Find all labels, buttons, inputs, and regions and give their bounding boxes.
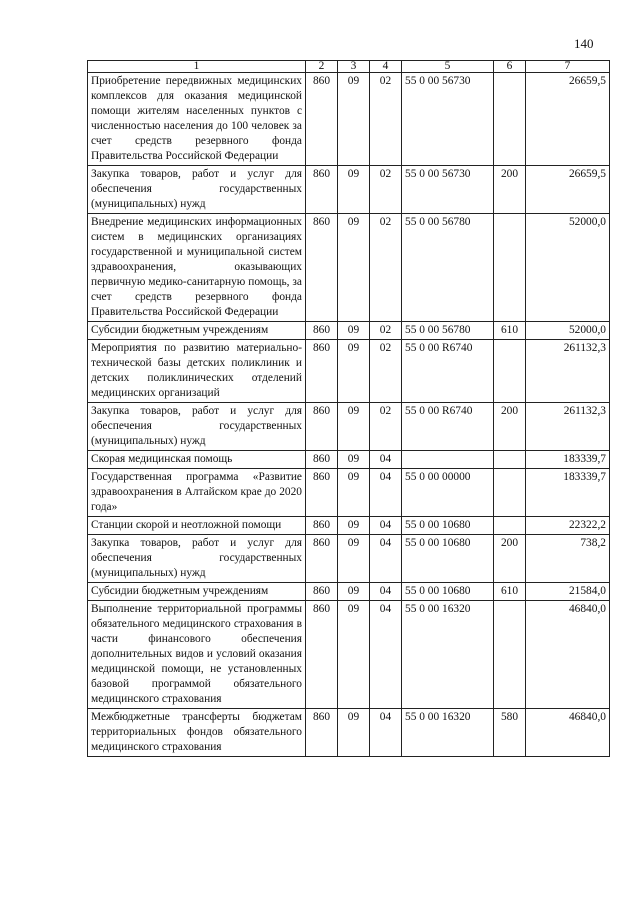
row-expense-type: 200 bbox=[494, 166, 526, 214]
header-col-2: 2 bbox=[306, 61, 338, 73]
row-ministry-code: 860 bbox=[306, 340, 338, 403]
table-row bbox=[88, 535, 610, 583]
row-name-cell: Скорая медицинская помощь bbox=[88, 451, 306, 469]
row-name-cell: Станции скорой и неотложной помощи bbox=[88, 517, 306, 535]
table-row bbox=[88, 709, 610, 757]
row-amount: 52000,0 bbox=[526, 214, 610, 322]
row-ministry-code: 860 bbox=[306, 583, 338, 601]
row-expense-type: 610 bbox=[494, 583, 526, 601]
row-name-cell: Межбюджетные трансферты бюджетам территориальных фондов обязательного медицинского страхования bbox=[88, 709, 306, 757]
row-section-code: 09 bbox=[338, 583, 370, 601]
row-expense-type: 610 bbox=[494, 322, 526, 340]
row-target-article: 55 0 00 R6740 bbox=[402, 403, 494, 451]
header-col-1: 1 bbox=[88, 61, 306, 73]
row-expense-type: 580 bbox=[494, 709, 526, 757]
row-ministry-code: 860 bbox=[306, 403, 338, 451]
row-subsection-code: 02 bbox=[370, 340, 402, 403]
row-target-article: 55 0 00 56780 bbox=[402, 322, 494, 340]
table-row bbox=[88, 601, 610, 709]
row-target-article: 55 0 00 56730 bbox=[402, 166, 494, 214]
table-row bbox=[88, 214, 610, 322]
budget-table bbox=[87, 60, 610, 757]
row-target-article: 55 0 00 R6740 bbox=[402, 340, 494, 403]
row-amount: 261132,3 bbox=[526, 340, 610, 403]
row-amount: 183339,7 bbox=[526, 469, 610, 517]
header-col-7: 7 bbox=[526, 61, 610, 73]
row-amount: 183339,7 bbox=[526, 451, 610, 469]
row-section-code: 09 bbox=[338, 322, 370, 340]
row-subsection-code: 02 bbox=[370, 322, 402, 340]
row-expense-type bbox=[494, 340, 526, 403]
row-section-code: 09 bbox=[338, 709, 370, 757]
row-expense-type bbox=[494, 214, 526, 322]
row-subsection-code: 04 bbox=[370, 517, 402, 535]
row-expense-type: 200 bbox=[494, 403, 526, 451]
row-amount: 21584,0 bbox=[526, 583, 610, 601]
table-row bbox=[88, 517, 610, 535]
row-expense-type bbox=[494, 517, 526, 535]
table-row bbox=[88, 322, 610, 340]
header-col-3: 3 bbox=[338, 61, 370, 73]
row-amount: 738,2 bbox=[526, 535, 610, 583]
row-name-cell: Выполнение территориальной программы обязательного медицинского страхования в части финансового обеспечения дополнительных видов и условий оказания медицинской помощи, не установленных базовой программой обязательного медицинского страхования bbox=[88, 601, 306, 709]
row-ministry-code: 860 bbox=[306, 451, 338, 469]
row-amount: 46840,0 bbox=[526, 709, 610, 757]
header-col-6: 6 bbox=[494, 61, 526, 73]
header-col-4: 4 bbox=[370, 61, 402, 73]
row-subsection-code: 02 bbox=[370, 214, 402, 322]
row-subsection-code: 04 bbox=[370, 535, 402, 583]
row-expense-type bbox=[494, 73, 526, 166]
row-subsection-code: 04 bbox=[370, 601, 402, 709]
row-section-code: 09 bbox=[338, 517, 370, 535]
row-name-cell: Государственная программа «Развитие здравоохранения в Алтайском крае до 2020 года» bbox=[88, 469, 306, 517]
row-amount: 22322,2 bbox=[526, 517, 610, 535]
row-target-article: 55 0 00 10680 bbox=[402, 583, 494, 601]
table-row bbox=[88, 583, 610, 601]
row-name-cell: Мероприятия по развитию материально-технической базы детских поликлиник и детских поликлинических отделений медицинских организаций bbox=[88, 340, 306, 403]
page-number: 140 bbox=[574, 36, 594, 51]
row-target-article: 55 0 00 16320 bbox=[402, 709, 494, 757]
row-subsection-code: 02 bbox=[370, 166, 402, 214]
row-target-article bbox=[402, 451, 494, 469]
table-row bbox=[88, 73, 610, 166]
row-ministry-code: 860 bbox=[306, 322, 338, 340]
row-ministry-code: 860 bbox=[306, 709, 338, 757]
row-name-cell: Закупка товаров, работ и услуг для обеспечения государственных (муниципальных) нужд bbox=[88, 166, 306, 214]
row-subsection-code: 04 bbox=[370, 709, 402, 757]
row-section-code: 09 bbox=[338, 469, 370, 517]
row-target-article: 55 0 00 00000 bbox=[402, 469, 494, 517]
row-expense-type: 200 bbox=[494, 535, 526, 583]
row-subsection-code: 04 bbox=[370, 583, 402, 601]
row-section-code: 09 bbox=[338, 214, 370, 322]
row-subsection-code: 02 bbox=[370, 73, 402, 166]
table-row bbox=[88, 340, 610, 403]
row-name-cell: Закупка товаров, работ и услуг для обеспечения государственных (муниципальных) нужд bbox=[88, 403, 306, 451]
row-amount: 26659,5 bbox=[526, 166, 610, 214]
table-row bbox=[88, 166, 610, 214]
row-ministry-code: 860 bbox=[306, 535, 338, 583]
row-target-article: 55 0 00 56730 bbox=[402, 73, 494, 166]
row-section-code: 09 bbox=[338, 451, 370, 469]
row-target-article: 55 0 00 10680 bbox=[402, 517, 494, 535]
row-ministry-code: 860 bbox=[306, 73, 338, 166]
row-amount: 46840,0 bbox=[526, 601, 610, 709]
row-subsection-code: 02 bbox=[370, 403, 402, 451]
row-section-code: 09 bbox=[338, 601, 370, 709]
row-name-cell: Приобретение передвижных медицинских комплексов для оказания медицинской помощи жителям населенных пунктов с численностью населения до 100 человек за счет средств резервного фонда Правительства Российской Федерации bbox=[88, 73, 306, 166]
row-expense-type bbox=[494, 451, 526, 469]
row-subsection-code: 04 bbox=[370, 469, 402, 517]
row-name-cell: Субсидии бюджетным учреждениям bbox=[88, 322, 306, 340]
table-row bbox=[88, 469, 610, 517]
row-subsection-code: 04 bbox=[370, 451, 402, 469]
row-ministry-code: 860 bbox=[306, 214, 338, 322]
row-amount: 52000,0 bbox=[526, 322, 610, 340]
header-row bbox=[88, 61, 610, 73]
row-expense-type bbox=[494, 601, 526, 709]
row-ministry-code: 860 bbox=[306, 517, 338, 535]
row-section-code: 09 bbox=[338, 403, 370, 451]
row-target-article: 55 0 00 10680 bbox=[402, 535, 494, 583]
table-row bbox=[88, 403, 610, 451]
table-row bbox=[88, 451, 610, 469]
row-name-cell: Закупка товаров, работ и услуг для обеспечения государственных (муниципальных) нужд bbox=[88, 535, 306, 583]
row-section-code: 09 bbox=[338, 73, 370, 166]
row-amount: 26659,5 bbox=[526, 73, 610, 166]
row-section-code: 09 bbox=[338, 166, 370, 214]
row-expense-type bbox=[494, 469, 526, 517]
row-name-cell: Субсидии бюджетным учреждениям bbox=[88, 583, 306, 601]
row-target-article: 55 0 00 16320 bbox=[402, 601, 494, 709]
row-amount: 261132,3 bbox=[526, 403, 610, 451]
row-section-code: 09 bbox=[338, 535, 370, 583]
row-section-code: 09 bbox=[338, 340, 370, 403]
row-ministry-code: 860 bbox=[306, 469, 338, 517]
row-ministry-code: 860 bbox=[306, 166, 338, 214]
row-ministry-code: 860 bbox=[306, 601, 338, 709]
header-col-5: 5 bbox=[402, 61, 494, 73]
row-target-article: 55 0 00 56780 bbox=[402, 214, 494, 322]
row-name-cell: Внедрение медицинских информационных систем в медицинских организациях государственной и муниципальной систем здравоохранения, оказывающих первичную медико-санитарную помощь, за счет средств резервного фонда Правительства Российской Федерации bbox=[88, 214, 306, 322]
